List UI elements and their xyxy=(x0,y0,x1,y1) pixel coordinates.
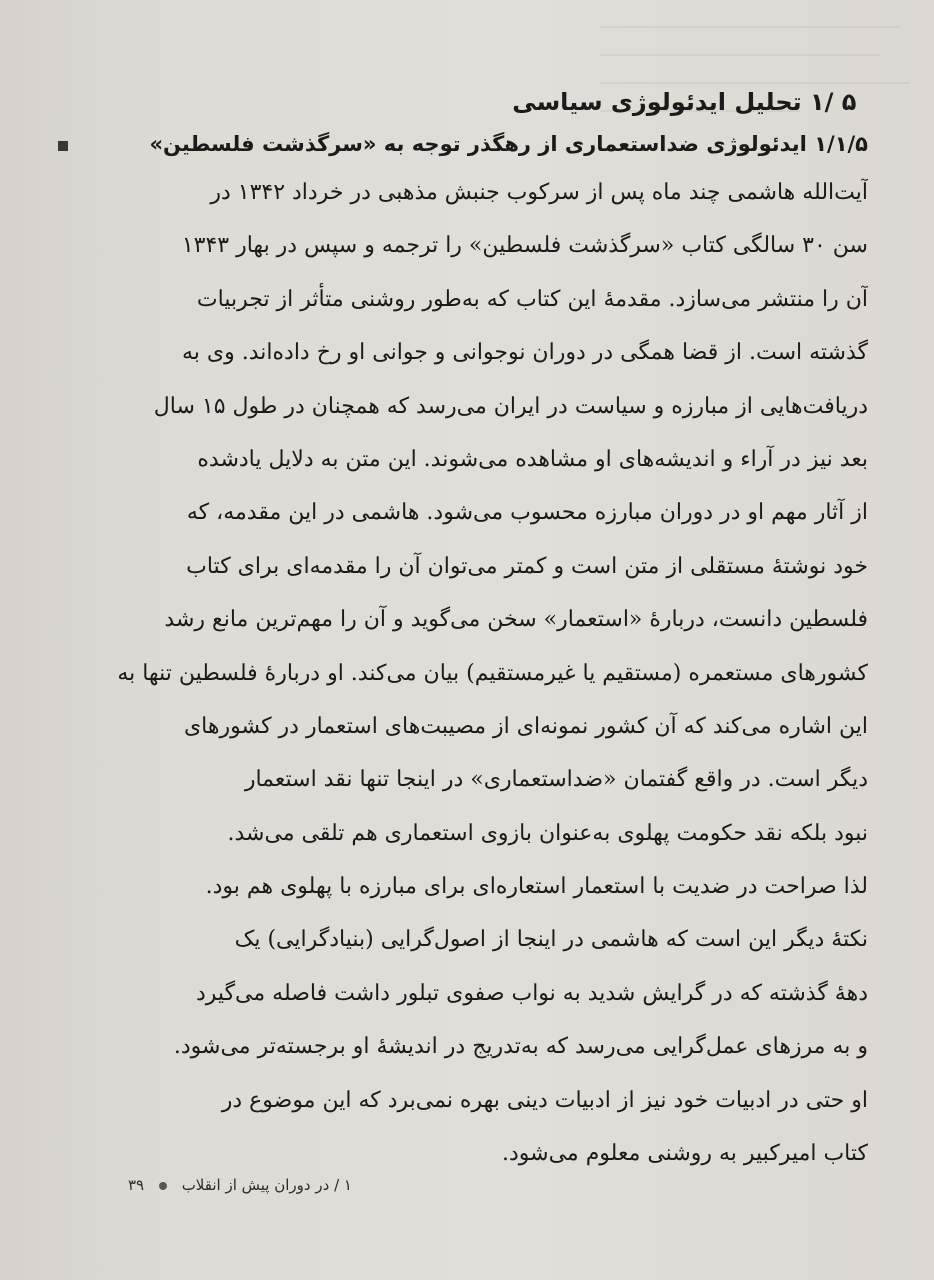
body-line: دههٔ گذشته که در گرایش شدید به نواب صفوی تبلور داشت فاصله می‌گیرد xyxy=(196,980,868,1006)
subsection-title: ایدئولوژی ضداستعماری از رهگذر توجه به «سرگذشت فلسطین» xyxy=(149,132,807,156)
section-title: تحلیل ایدئولوژی سیاسی xyxy=(512,88,802,116)
body-line: و به مرزهای عمل‌گرایی می‌رسد که به‌تدریج در اندیشهٔ او برجسته‌تر می‌شود. xyxy=(173,1034,868,1060)
section-number: ۵ /۱ xyxy=(810,88,857,116)
body-line: این اشاره می‌کند که آن کشور نمونه‌ای از مصیبت‌های استعمار در کشورهای xyxy=(183,713,868,739)
body-line: خود نوشتهٔ مستقلی از متن است و کمتر می‌توان آن را مقدمه‌ای برای کتاب xyxy=(186,553,868,579)
body-line: نکتهٔ دیگر این است که هاشمی در اینجا از اصول‌گرایی (بنیادگرایی) یک xyxy=(234,927,868,953)
page-footer xyxy=(128,1176,352,1194)
footer-dot-icon xyxy=(159,1182,167,1190)
body-line: او حتی در ادبیات خود نیز از ادبیات دینی بهره نمی‌برد که این موضوع در xyxy=(221,1087,868,1113)
body-line: نبود بلکه نقد حکومت پهلوی به‌عنوان بازوی استعماری هم تلقی می‌شد. xyxy=(227,820,868,846)
body-line: گذشته است. از قضا همگی در دوران نوجوانی و جوانی او رخ داده‌اند. وی به xyxy=(181,340,868,366)
body-line: آیت‌الله هاشمی چند ماه پس از سرکوب جنبش مذهبی در خرداد ۱۳۴۲ در xyxy=(210,180,868,205)
body-line: سن ۳۰ سالگی کتاب «سرگذشت فلسطین» را ترجمه و سپس در بهار ۱۳۴۳ xyxy=(181,233,868,259)
body-line: کتاب امیرکبیر به روشنی معلوم می‌شود. xyxy=(501,1141,868,1167)
page-number: ۳۹ xyxy=(128,1176,145,1194)
section-heading xyxy=(98,82,868,122)
body-line: آن را منتشر می‌سازد. مقدمهٔ این کتاب که به‌طور روشنی متأثر از تجربیات xyxy=(196,286,868,312)
body-paragraph xyxy=(98,166,868,1180)
footer-chapter-number: ۱ xyxy=(343,1176,352,1194)
subsection-number: ۱/۱/۵ xyxy=(814,132,868,156)
body-line: دیگر است. در واقع گفتمان «ضداستعماری» در اینجا تنها نقد استعمار xyxy=(244,767,868,793)
body-line: بعد نیز در آراء و اندیشه‌های او مشاهده می‌شوند. این متن به دلایل یادشده xyxy=(197,446,868,472)
page-content xyxy=(98,82,868,1180)
square-bullet-icon xyxy=(58,141,68,151)
footer-chapter-title: در دوران پیش از انقلاب xyxy=(181,1176,330,1194)
body-line: فلسطین دانست، دربارهٔ «استعمار» سخن می‌گوید و آن را مهم‌ترین مانع رشد xyxy=(164,607,868,633)
footer-separator: / xyxy=(334,1176,340,1194)
body-line: لذا صراحت در ضدیت با استعمار استعاره‌ای برای مبارزه با پهلوی هم بود. xyxy=(205,874,868,900)
body-line: از آثار مهم او در دوران مبارزه محسوب می‌شود. هاشمی در این مقدمه، که xyxy=(186,500,868,526)
subsection-heading xyxy=(98,126,868,162)
body-line: دریافت‌هایی از مبارزه و سیاست در ایران می‌رسد که همچنان در طول ۱۵ سال xyxy=(153,393,868,419)
body-line: کشورهای مستعمره (مستقیم یا غیرمستقیم) بیان می‌کند. او دربارهٔ فلسطین تنها به xyxy=(117,660,868,686)
